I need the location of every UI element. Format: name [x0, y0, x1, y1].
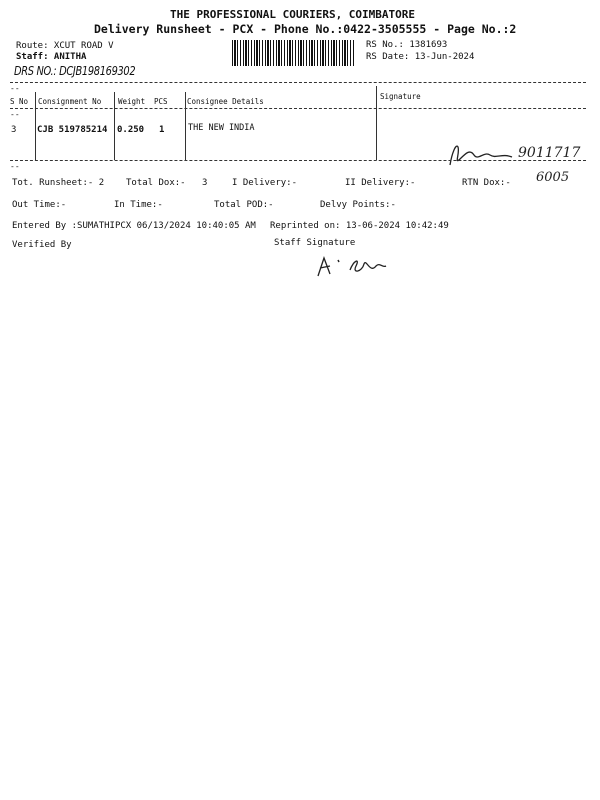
- drs-number: DRS NO.: DCJB198169302: [14, 64, 136, 78]
- col-consignee: Consignee Details: [187, 97, 264, 106]
- staff-label: Staff: ANITHA: [16, 52, 87, 62]
- rs-date: RS Date: 13-Jun-2024: [366, 52, 475, 62]
- dash-marks: --: [10, 162, 20, 171]
- column-line: [35, 92, 36, 160]
- total-dox-value: 3: [202, 178, 208, 188]
- col-sno: S No: [10, 97, 29, 106]
- total-dox-label: Total Dox:-: [126, 178, 186, 188]
- entered-by: Entered By :SUMATHIPCX 06/13/2024 10:40:05 AM: [12, 221, 256, 231]
- col-signature: Signature: [380, 92, 421, 101]
- cell-sno: 3: [11, 125, 17, 135]
- ii-delivery: II Delivery:-: [345, 178, 416, 188]
- cell-pcs: 1: [159, 125, 165, 135]
- column-line: [376, 86, 377, 160]
- i-delivery: I Delivery:-: [232, 178, 298, 188]
- col-consignment: Consignment No: [38, 97, 102, 106]
- route-label: Route: XCUT ROAD V: [16, 41, 114, 51]
- delivery-note-text-2: 6005: [536, 170, 570, 185]
- verified-by: Verified By: [12, 240, 72, 250]
- staff-signature-label: Staff Signature: [274, 238, 356, 248]
- divider: [10, 82, 586, 83]
- barcode: [232, 40, 354, 66]
- dash-marks: --: [10, 84, 20, 93]
- out-time: Out Time:-: [12, 200, 67, 210]
- staff-signature-handwriting: [310, 250, 400, 282]
- col-pcs: PCS: [154, 97, 168, 106]
- runsheet-title: Delivery Runsheet - PCX - Phone No.:0422-3505555 - Page No.:2: [94, 22, 517, 36]
- total-runsheet: Tot. Runsheet:- 2: [12, 178, 105, 188]
- column-line: [114, 92, 115, 160]
- divider: [10, 160, 586, 161]
- cell-consignee: THE NEW INDIA: [188, 123, 255, 133]
- in-time: In Time:-: [114, 200, 163, 210]
- total-pod: Total POD:-: [214, 200, 274, 210]
- cell-consignment: CJB 519785214: [37, 125, 108, 135]
- column-line: [185, 92, 186, 160]
- delivery-note-text: 9011717: [518, 145, 581, 161]
- divider: [10, 108, 586, 109]
- rtn-dox: RTN Dox:-: [462, 178, 511, 188]
- col-weight: Weight: [118, 97, 146, 106]
- company-title: THE PROFESSIONAL COURIERS, COIMBATORE: [170, 8, 416, 21]
- cell-weight: 0.250: [117, 125, 145, 135]
- reprinted-on: Reprinted on: 13-06-2024 10:42:49: [270, 221, 449, 231]
- dash-marks: --: [10, 110, 20, 119]
- rs-number: RS No.: 1381693: [366, 40, 448, 50]
- delvy-points: Delvy Points:-: [320, 200, 396, 210]
